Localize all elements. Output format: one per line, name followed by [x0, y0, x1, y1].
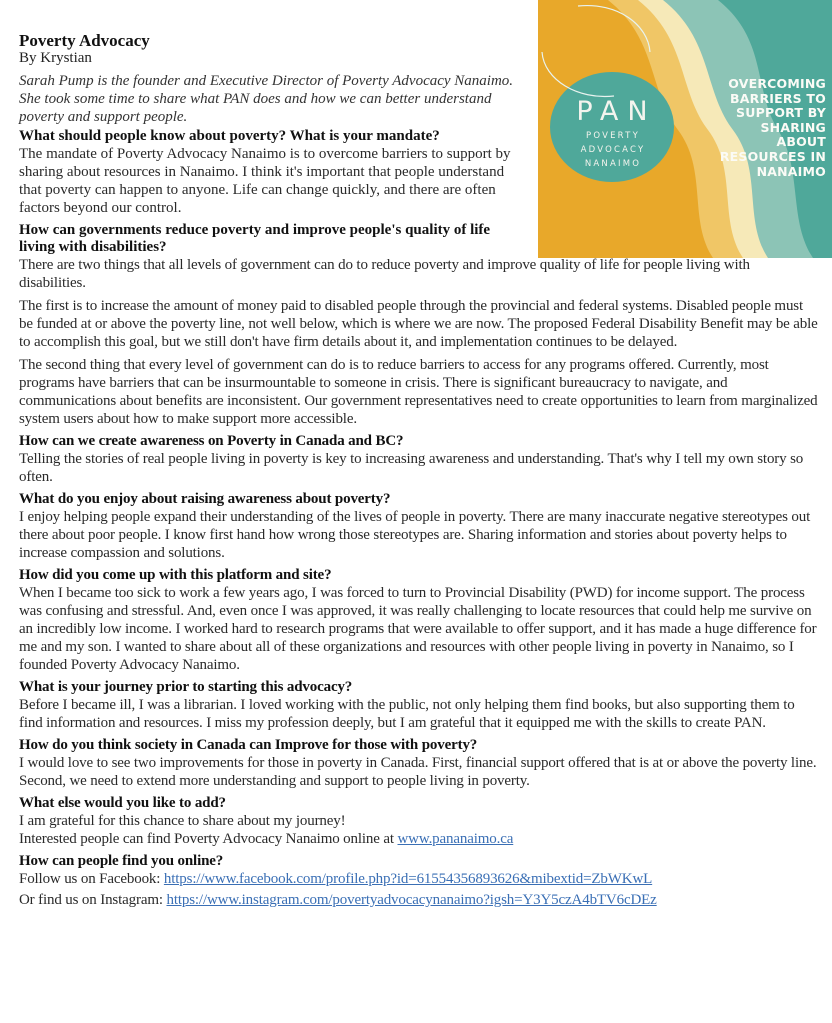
answer-paragraph: The first is to increase the amount of money paid to disabled people through the provincial and federal systems. Disabled people must be funded at or above the poverty line, not well below, which is where we are now. The proposed Federal Disability Benefit may be able to accomplish this goal, but we still don't have firm details about it, and implementation continues to be delayed. [19, 298, 818, 350]
facebook-link[interactable]: https://www.facebook.com/profile.php?id=61554356893626&mibextid=ZbWKwL [163, 871, 653, 887]
tagline-line: OVERCOMING [728, 76, 826, 91]
facebook-line [19, 870, 819, 888]
website-prefix: Interested people can find Poverty Advocacy Nanaimo online at [19, 831, 398, 847]
tagline-line: SUPPORT BY [736, 105, 826, 121]
question-heading: How can we create awareness on Poverty in Canada and BC? [19, 433, 404, 449]
tagline-line: SHARING [760, 119, 826, 135]
article-intro: Sarah Pump is the founder and Executive Director of Poverty Advocacy Nanaimo. She took some time to share what PAN does and how we can better understand poverty and support people. [19, 73, 514, 125]
article-title: Poverty Advocacy [19, 31, 150, 50]
answer-paragraph: When I became too sick to work a few years ago, I was forced to turn to Provincial Disability (PWD) for income support. The process was confusing and stressful. And, even once I was approved, it was really challenging to locate resources that could help me survive on an incredibly low income. I worked hard to research programs that were available to offer support, and it has made a huge difference for me and my son. I wanted to share about all of these organizations and resources with other people living in poverty in Nanaimo, so I founded Poverty Advocacy Nanaimo. [19, 585, 817, 673]
answer-paragraph: I would love to see two improvements for those in poverty in Canada. First, financial support offered that is at or above the poverty line. Second, we need to extend more understanding and support to people living in poverty. [19, 755, 817, 789]
pan-acronym: PAN [576, 96, 657, 127]
instagram-link[interactable]: https://www.instagram.com/povertyadvocacynanaimo?igsh=Y3Y5czA4bTV6cDEz [166, 892, 657, 908]
website-link[interactable]: www.pananaimo.ca [397, 831, 514, 847]
answer-paragraph: Telling the stories of real people living in poverty is key to increasing awareness and understanding. That's why I tell my own story so often. [19, 451, 804, 485]
article-byline: By Krystian [19, 50, 92, 66]
pan-logo-line: NANAIMO [584, 159, 642, 169]
pan-logo-line: POVERTY [586, 131, 640, 141]
answer-paragraph: Before I became ill, I was a librarian. I loved working with the public, not only helping them find books, but also supporting them to find information and resources. I miss my profession deeply, but I am grateful that it equipped me with the skills to create PAN. [19, 697, 795, 731]
question-heading: How do you think society in Canada can Improve for those with poverty? [19, 737, 478, 753]
question-heading: How can governments reduce poverty and improve people's quality of life living with disabilities? [19, 222, 491, 255]
answer-paragraph: The mandate of Poverty Advocacy Nanaimo is to overcome barriers to support by sharing about resources in Nanaimo. I think it's important that people understand that poverty can happen to anyone. Life can change quickly, and there are often factors beyond our control. [19, 146, 511, 216]
answer-paragraph: The second thing that every level of government can do is to reduce barriers to access for any programs offered. Currently, most programs have barriers that can be insurmountable to someone in crisis. There is significant bureaucracy to navigate, and communications about benefits are inconsistent. Our government representatives need to create opportunities to learn from marginalized system users about how to make support more accessible. [19, 357, 818, 427]
facebook-prefix: Follow us on Facebook: [19, 871, 164, 887]
instagram-line [19, 891, 819, 909]
tagline-line: ABOUT [776, 134, 826, 150]
website-line [19, 830, 819, 848]
answer-paragraph: I am grateful for this chance to share about my journey! [19, 813, 346, 829]
question-heading: How can people find you online? [19, 853, 224, 869]
tagline-line: NANAIMO [756, 163, 826, 179]
answer-paragraph: I enjoy helping people expand their understanding of the lives of people in poverty. There are many inaccurate negative stereotypes out there about poor people. I know first hand how wrong those stereotypes are. Sharing information and stories about poverty helps to increase compassion and solutions. [19, 509, 811, 561]
tagline-line: BARRIERS TO [730, 90, 826, 106]
question-heading: What do you enjoy about raising awareness about poverty? [19, 491, 391, 507]
question-heading: What should people know about poverty? What is your mandate? [19, 128, 440, 144]
pan-logo-line: ADVOCACY [580, 145, 646, 155]
article [19, 31, 819, 914]
instagram-prefix: Or find us on Instagram: [19, 892, 167, 908]
question-heading: What is your journey prior to starting this advocacy? [19, 679, 353, 695]
question-heading: How did you come up with this platform and site? [19, 567, 332, 583]
tagline-line: RESOURCES IN [719, 148, 826, 164]
question-heading: What else would you like to add? [19, 795, 226, 811]
answer-paragraph: There are two things that all levels of government can do to reduce poverty and improve quality of life for people living with disabilities. [19, 257, 750, 291]
